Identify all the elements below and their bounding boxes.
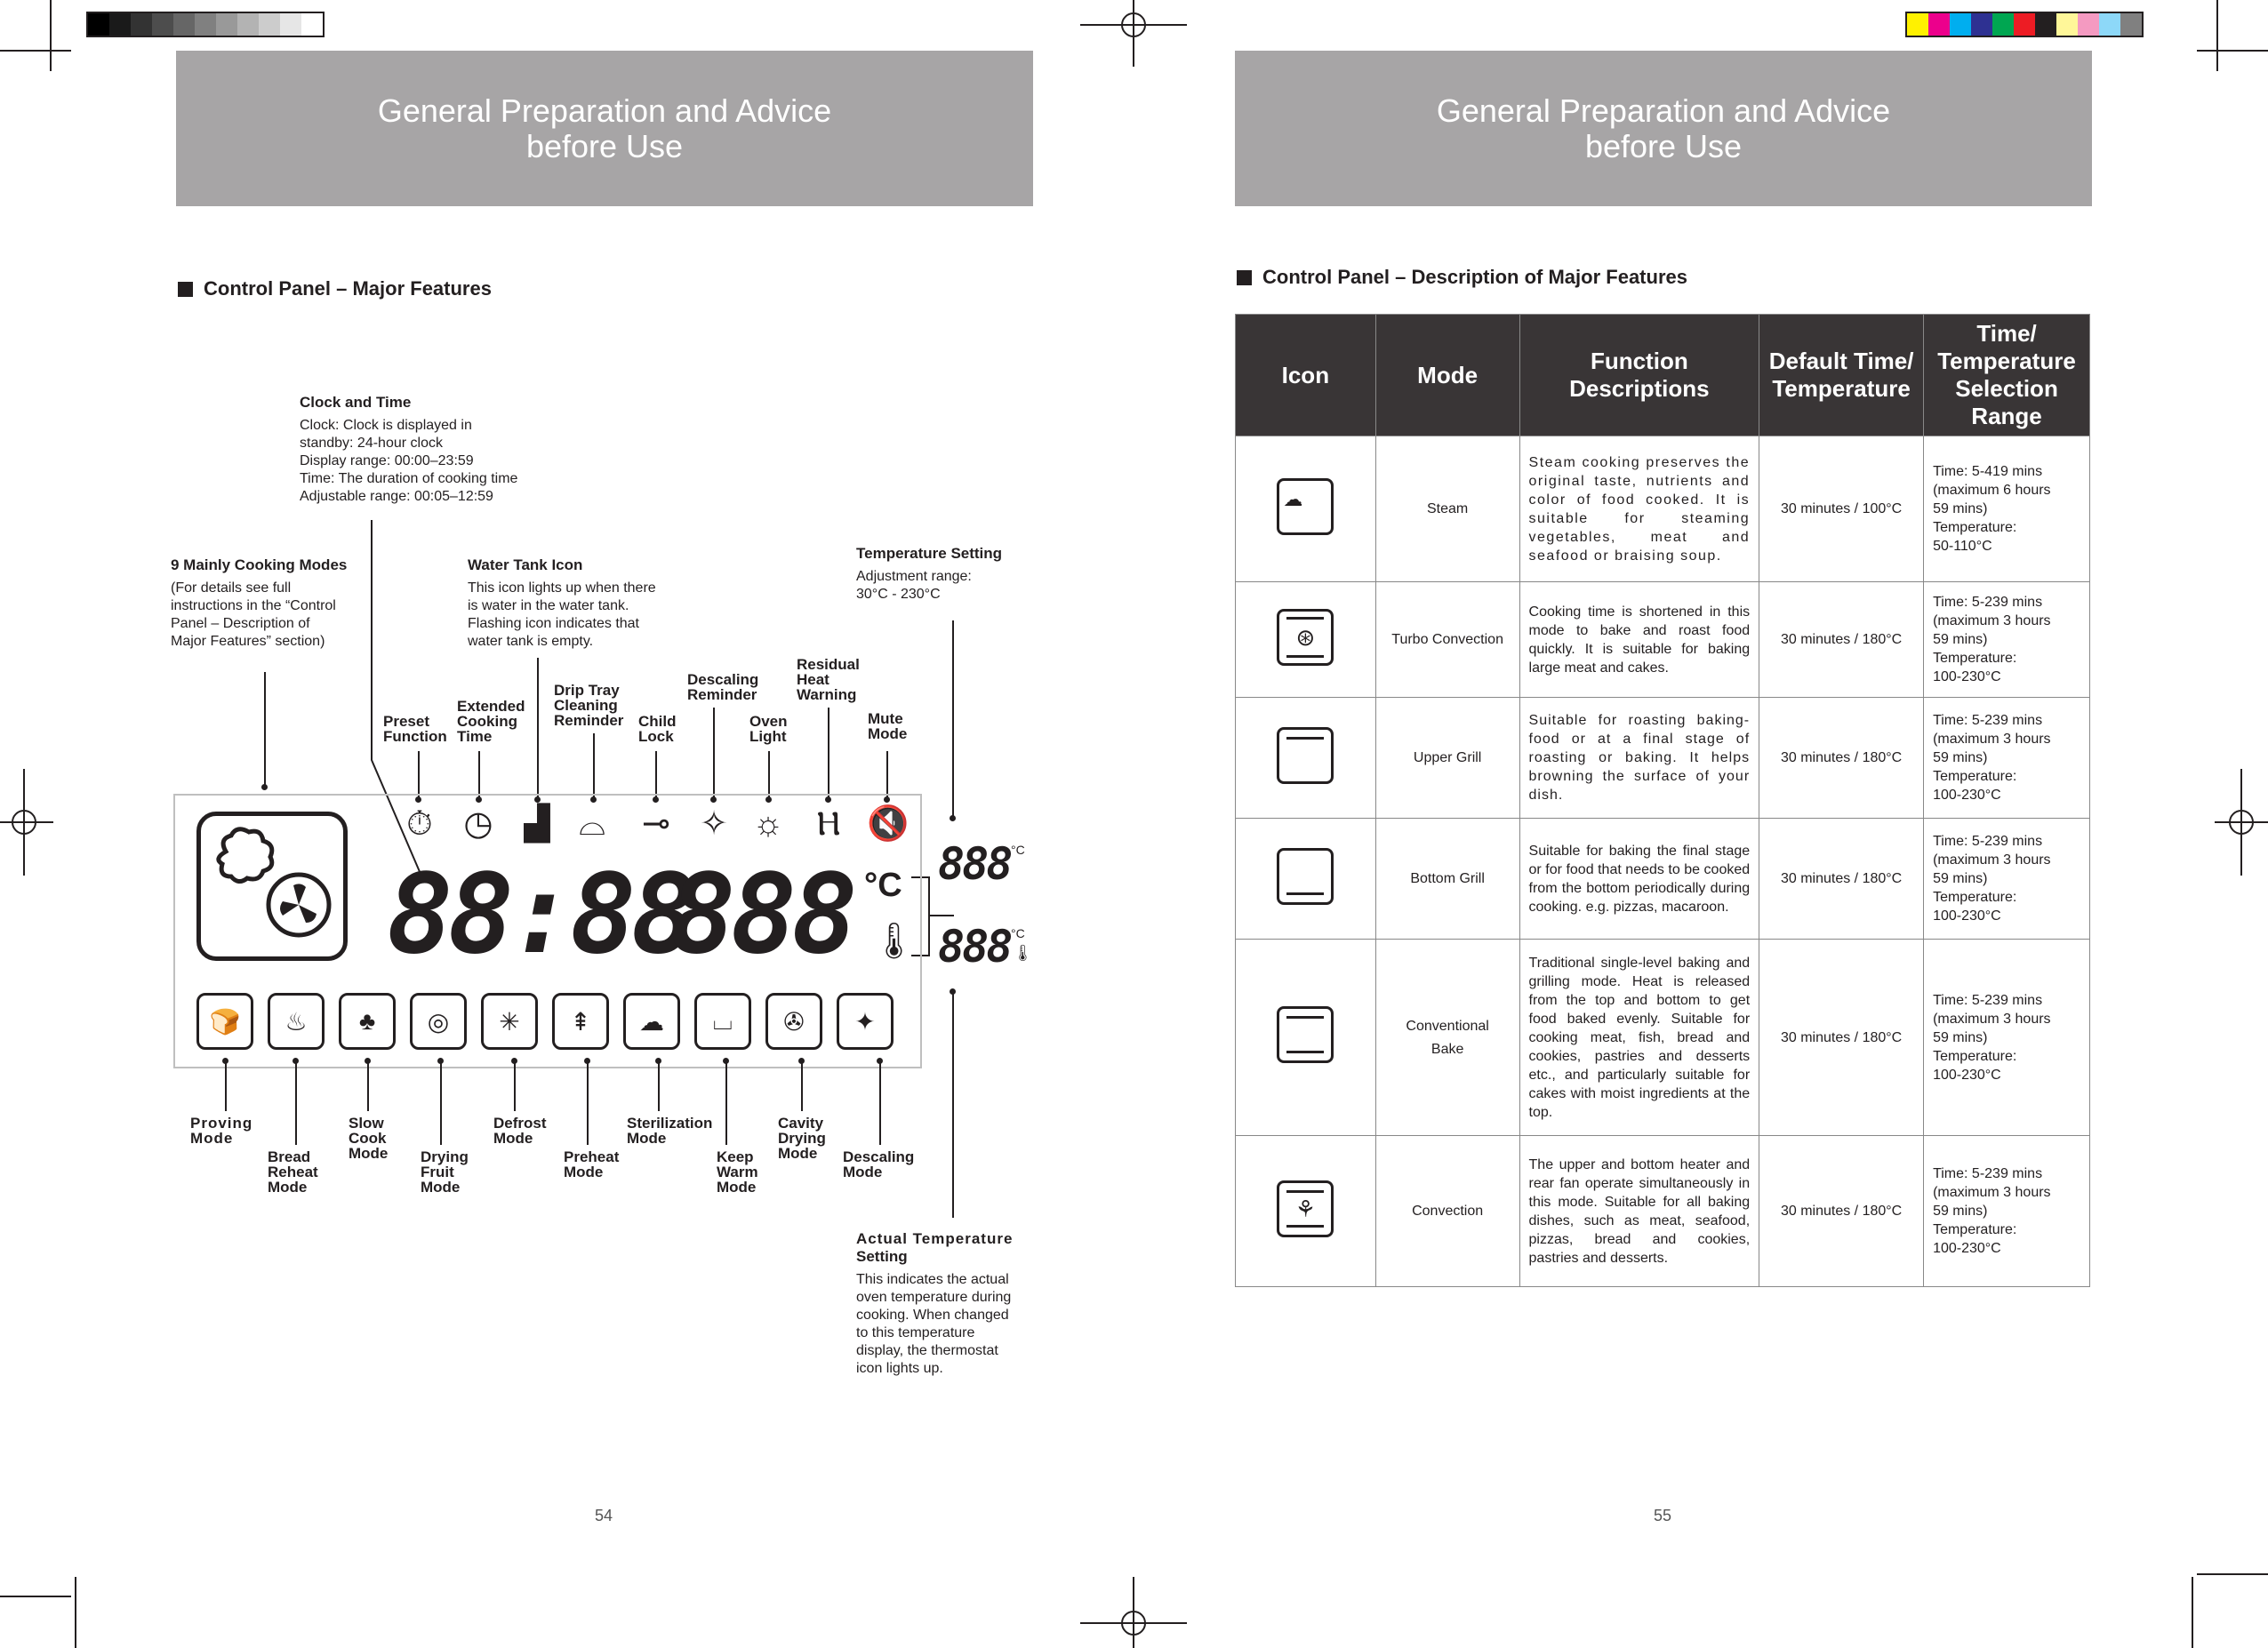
range-line: 100-230°C [1933,1067,2001,1083]
range-line: 59 mins) [1933,632,1988,647]
oven-light-icon: ☼ [752,805,784,843]
page-number-left: 54 [595,1507,613,1524]
water-line: Flashing icon indicates that [468,616,639,631]
drying-fruit-mode-label: Drying Fruit Mode [421,1148,469,1196]
leader-line [537,658,539,797]
leader-dot [222,1058,228,1064]
leader-dot [877,1058,883,1064]
color-swatch [2035,13,2056,36]
set-temperature-small-display: 888 [938,838,1011,890]
description-cell: Cooking time is shortened in this mode to bake and roast food quickly. It is suitable for baking large meat and cakes. [1519,582,1759,698]
leader-line [655,751,657,797]
residual-heat-label: Residual Heat Warning [797,656,860,703]
leader-line [514,1060,516,1111]
icon-cell [1236,436,1376,582]
color-swatch [1928,13,1950,36]
small-celsius-2: °C [1011,926,1025,940]
grey-swatch-strip [86,12,325,37]
range-cell [1924,1136,2090,1287]
leader-dot [723,1058,729,1064]
registration-mark [1080,1577,1187,1648]
cooking-modes-annotation [171,556,375,651]
header-text: Function [1590,348,1688,374]
range-line: 50-110°C [1933,539,1992,554]
leader-line [725,1060,727,1145]
water-tank-title: Water Tank Icon [468,556,583,573]
range-line: Temperature: [1933,520,2017,535]
crop-mark [2192,1577,2193,1648]
color-swatch [1992,13,2014,36]
default-cell: 30 minutes / 180°C [1759,698,1924,819]
default-cell: 30 minutes / 180°C [1759,1136,1924,1287]
square-bullet-icon [178,282,193,297]
actual-line: to this temperature [856,1325,975,1340]
sterilization-icon: ☁ [623,993,680,1050]
cooking-modes-title: 9 Mainly Cooking Modes [171,556,348,573]
water-line: water tank is empty. [468,634,594,649]
defrost-icon: ✳ [481,993,538,1050]
turbo-convection-icon: ⊛ [1277,609,1334,666]
range-line: (maximum 3 hours [1933,613,2051,628]
grey-swatch [173,13,195,36]
range-line: Time: 5-239 mins [1933,992,2043,1008]
clock-line: Clock: Clock is displayed in [300,418,472,433]
col-header-icon: Icon [1236,315,1376,436]
right-page-header [1235,51,2092,206]
leader-line [478,751,480,797]
registration-mark [0,769,53,876]
actual-line: icon lights up. [856,1361,943,1376]
leader-dot [261,784,268,790]
proving-mode-label: Proving Mode [190,1115,253,1147]
descaling-mode-icon: ✦ [837,993,894,1050]
icon-cell [1236,582,1376,698]
mode-cell: Turbo Convection [1375,582,1519,698]
left-section-title-text: Control Panel – Major Features [204,277,492,300]
range-line: Temperature: [1933,1222,2017,1237]
range-cell [1924,436,2090,582]
table-row [1236,436,2090,582]
child-lock-icon: ⊸ [642,805,670,843]
leader-line [264,672,266,787]
registration-mark [2215,769,2268,876]
actual-temperature-title [856,1230,1043,1248]
header-line-1: General Preparation and Advice [377,92,832,129]
actual-temperature-annotation [856,1230,1043,1378]
actual-line: oven temperature during [856,1290,1012,1305]
range-line: 100-230°C [1933,788,2001,803]
header-text: Selection [1955,375,2058,402]
actual-temperature-small-display: 888 [938,921,1011,972]
right-section-title [1237,266,1687,289]
leader-dot [293,1058,299,1064]
leader-dot [437,1058,444,1064]
leader-dot [511,1058,517,1064]
crop-mark [0,1596,71,1597]
steam-icon: ☁ [1277,478,1334,535]
leader-dot [798,1058,805,1064]
col-header-mode: Mode [1375,315,1519,436]
temperature-setting-annotation [856,545,1034,604]
color-swatch [1950,13,1971,36]
drying-fruit-icon: ◎ [410,993,467,1050]
thermometer-icon: 🌡 [871,922,917,961]
preset-function-label: Preset Function [383,713,447,745]
grey-swatch [152,13,173,36]
mode-line: Bake [1431,1041,1464,1057]
leader-line [367,1060,369,1111]
col-header-default [1759,315,1924,436]
clock-line: Time: The duration of cooking time [300,471,518,486]
range-line: (maximum 3 hours [1933,1185,2051,1200]
range-line: 100-230°C [1933,1241,2001,1256]
actual-temp-title-2: Setting [856,1248,908,1265]
leader-line [952,620,954,818]
right-section-title-text: Control Panel – Description of Major Features [1262,266,1687,288]
actual-line: cooking. When changed [856,1308,1009,1323]
mode-cell: Convection [1375,1136,1519,1287]
grey-swatch [195,13,216,36]
crop-mark [75,1577,76,1648]
leader-line [225,1060,227,1111]
mode-cell: Upper Grill [1375,698,1519,819]
clock-time-title: Clock and Time [300,394,412,411]
slow-cook-icon: ♣ [339,993,396,1050]
crop-mark [0,50,71,52]
slow-cook-mode-label: Slow Cook Mode [349,1115,389,1162]
grey-swatch [301,13,323,36]
header-text: Temperature [1937,348,2076,374]
clock-line: Display range: 00:00–23:59 [300,453,474,468]
clock-plus-icon: ◷ [463,805,493,843]
modes-line: (For details see full [171,580,292,596]
icon-cell [1236,940,1376,1136]
description-cell: Steam cooking preserves the original taste, nutrients and color of food cooked. It is suitable for steaming vegetables, meat and seafood or braising soup. [1519,436,1759,582]
color-swatch [2078,13,2099,36]
features-table [1235,314,2090,1287]
oven-light-label: Oven Light [749,713,788,745]
range-line: (maximum 3 hours [1933,1011,2051,1027]
description-cell: Suitable for roasting baking-food or at a final stage of roasting or baking. It helps browning the surface of your dish. [1519,698,1759,819]
range-line: Time: 5-419 mins [1933,464,2043,479]
leader-dot [365,1058,371,1064]
leader-dot [950,815,956,821]
mode-line: Conventional [1406,1018,1489,1034]
icon-cell [1236,819,1376,940]
conventional-bake-icon [1277,1006,1334,1063]
actual-line: display, the thermostat [856,1343,998,1358]
preheat-icon: ⇞ [552,993,609,1050]
descaling-mode-label: Descaling Mode [843,1148,915,1180]
icon-cell [1236,698,1376,819]
mute-icon: 🔇 [867,805,910,843]
range-cell [1924,819,2090,940]
descaling-icon: ✧ [700,805,728,843]
range-line: (maximum 6 hours [1933,483,2051,498]
temp-line: 30°C - 230°C [856,587,941,602]
clock-line: standby: 24-hour clock [300,436,443,451]
leader-dot [655,1058,661,1064]
crop-mark [50,0,52,71]
bottom-grill-icon [1277,848,1334,905]
preheat-mode-label: Preheat Mode [564,1148,620,1180]
small-celsius-1: °C [1011,843,1025,857]
leader-dot [584,1058,590,1064]
time-display: 88:88 [387,851,693,979]
range-line: Temperature: [1933,769,2017,784]
table-row [1236,582,2090,698]
left-page-header [176,51,1033,206]
range-line: Time: 5-239 mins [1933,595,2043,610]
color-swatch [1907,13,1928,36]
defrost-mode-label: Defrost Mode [493,1115,547,1147]
leader-line [713,708,715,797]
actual-temperature-title-2 [856,1248,1043,1266]
description-cell: Traditional single-level baking and grilling mode. Heat is released from the top and bottom to get food baked evenly. Suitable for cooking meat, fish, bread and cookies, pastries and desserts etc., and particularly suitable for cakes with moist ingredients at the top. [1519,940,1759,1136]
table-header-row [1236,315,2090,436]
default-cell: 30 minutes / 180°C [1759,582,1924,698]
steam-fan-icon [201,816,343,956]
range-line: 59 mins) [1933,1204,1988,1219]
temperature-display: 888 [669,851,853,979]
child-lock-label: Child Lock [638,713,677,745]
temperature-setting-title: Temperature Setting [856,545,1003,562]
leader-line [587,1060,589,1145]
square-bullet-icon [1237,270,1252,285]
range-line: 59 mins) [1933,750,1988,765]
table-row [1236,819,2090,940]
upper-grill-icon [1277,727,1334,784]
leader-line [886,751,888,797]
cavity-drying-icon: ✇ [765,993,822,1050]
residual-heat-icon: Ⲏ [816,805,841,843]
leader-line [952,992,954,1218]
leader-line [801,1060,803,1111]
modes-line: Panel – Description of [171,616,310,631]
default-cell: 30 minutes / 100°C [1759,436,1924,582]
range-line: Time: 5-239 mins [1933,834,2043,849]
page-number-right: 55 [1654,1507,1672,1524]
table-row [1236,940,2090,1136]
range-line: (maximum 3 hours [1933,732,2051,747]
header-text: Default Time/ [1768,348,1914,374]
water-tank-annotation [468,556,699,651]
color-swatch [2056,13,2078,36]
leader-line [295,1060,297,1145]
leader-line [593,733,595,797]
description-cell: The upper and bottom heater and rear fan operate simultaneously in this mode. Suitable for all baking dishes, such as meat, seafood, pizzas, bread and cookies, pastries and desserts. [1519,1136,1759,1287]
range-line: 59 mins) [1933,501,1988,516]
col-header-range [1924,315,2090,436]
leader-line [440,1060,442,1145]
grey-swatch [131,13,152,36]
range-line: (maximum 3 hours [1933,852,2051,868]
icon-cell [1236,1136,1376,1287]
header-line-2: before Use [1584,127,1743,164]
proving-icon: 🍞 [196,993,253,1050]
leader-dot [950,988,956,995]
header-text: Descriptions [1569,375,1710,402]
range-line: Time: 5-239 mins [1933,713,2043,728]
col-header-function [1519,315,1759,436]
color-swatch [1971,13,1992,36]
header-text: Time/ [1976,320,2037,347]
header-line-1: General Preparation and Advice [1436,92,1891,129]
range-cell [1924,698,2090,819]
drip-tray-label: Drip Tray Cleaning Reminder [554,682,624,729]
header-text: Temperature [1772,375,1911,402]
header-line-2: before Use [525,127,684,164]
default-cell: 30 minutes / 180°C [1759,940,1924,1136]
actual-temp-title-1: Actual Temperature [856,1230,1014,1247]
table-row [1236,698,2090,819]
range-cell [1924,582,2090,698]
leader-line [879,1060,881,1145]
registration-mark [1080,0,1187,67]
sterilization-mode-label: Sterilization Mode [627,1115,713,1147]
description-cell: Suitable for baking the final stage or for food that needs to be cooked from the bottom periodically during cooking. e.g. pizzas, macaroon. [1519,819,1759,940]
mode-cell: Bottom Grill [1375,819,1519,940]
range-line: 59 mins) [1933,871,1988,886]
grey-swatch [259,13,280,36]
water-tank-icon: ▟ [524,805,550,843]
leader-line [768,751,770,797]
range-line: Temperature: [1933,890,2017,905]
main-mode-icon-frame [196,812,348,961]
crop-mark [2216,0,2218,71]
header-text: Range [1971,403,2042,429]
grey-swatch [216,13,237,36]
temp-line: Adjustment range: [856,569,972,584]
range-line: Temperature: [1933,651,2017,666]
table-row [1236,1136,2090,1287]
modes-line: Major Features” section) [171,634,325,649]
leader-line [828,708,829,797]
crop-mark [2197,1573,2268,1575]
convection-icon: ⚘ [1277,1180,1334,1237]
left-section-title [178,277,492,300]
drip-tray-icon: ⌓ [578,805,606,843]
grey-swatch [280,13,301,36]
celsius-unit: °C [864,867,902,904]
timer-icon: ⏱ [406,805,433,843]
keep-warm-icon: ⌴ [694,993,751,1050]
grey-swatch [88,13,109,36]
range-line: 59 mins) [1933,1029,1988,1045]
mode-cell [1375,940,1519,1136]
mode-cell: Steam [1375,436,1519,582]
actual-line: This indicates the actual [856,1272,1009,1287]
color-swatch-strip [1905,12,2144,37]
small-thermometer-icon: 🌡 [1013,944,1033,962]
range-line: Temperature: [1933,1048,2017,1064]
clock-line: Adjustable range: 00:05–12:59 [300,489,493,504]
lcd-display-panel [173,794,922,1068]
keep-warm-mode-label: Keep Warm Mode [717,1148,758,1196]
color-swatch [2120,13,2142,36]
modes-line: instructions in the “Control [171,598,336,613]
water-line: is water in the water tank. [468,598,629,613]
grey-swatch [237,13,259,36]
range-line: 100-230°C [1933,908,2001,924]
clock-time-annotation [300,394,566,506]
crop-mark [2197,50,2268,52]
descaling-reminder-label: Descaling Reminder [687,671,759,703]
bread-reheat-icon: ♨ [268,993,325,1050]
color-swatch [2099,13,2120,36]
water-line: This icon lights up when there [468,580,656,596]
bread-reheat-mode-label: Bread Reheat Mode [268,1148,318,1196]
extended-cooking-label: Extended Cooking Time [457,698,525,745]
grey-swatch [109,13,131,36]
range-line: 100-230°C [1933,669,2001,684]
default-cell: 30 minutes / 180°C [1759,819,1924,940]
range-cell [1924,940,2090,1136]
color-swatch [2014,13,2035,36]
cavity-drying-mode-label: Cavity Drying Mode [778,1115,826,1162]
mute-mode-label: Mute Mode [868,710,908,742]
range-line: Time: 5-239 mins [1933,1166,2043,1181]
leader-line [658,1060,660,1111]
